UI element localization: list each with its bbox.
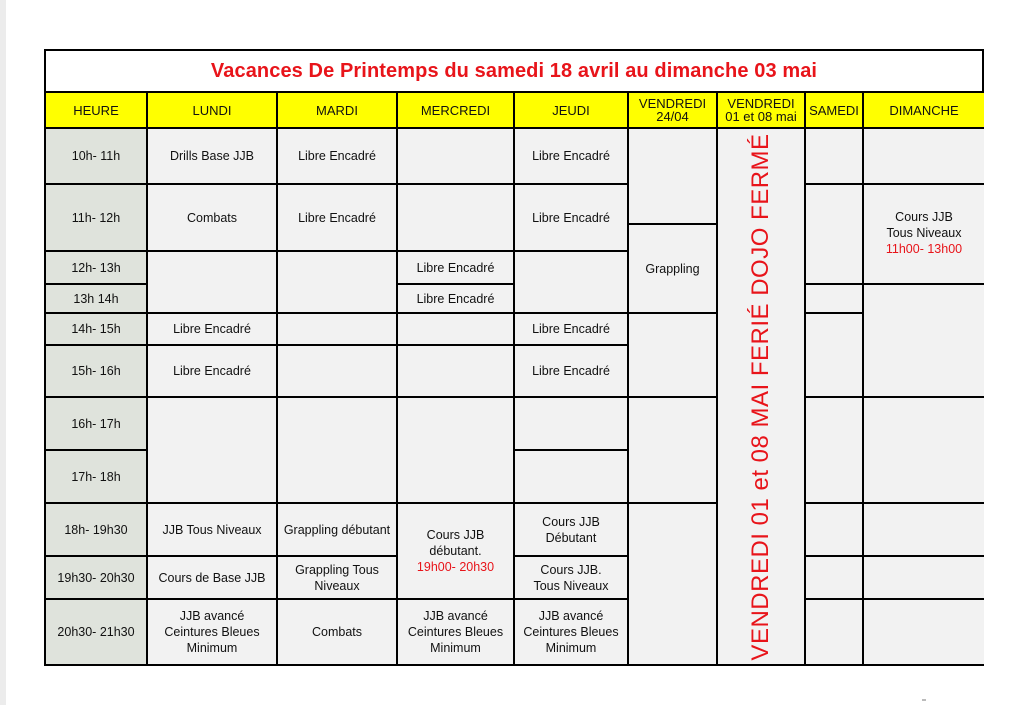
samedi-18h-cell: [806, 504, 864, 557]
corner-mark: [922, 699, 926, 701]
lundi-15h-cell: Libre Encadré: [148, 346, 278, 398]
time-cell: 18h- 19h30: [46, 504, 148, 557]
jeudi-12h-cell: [515, 252, 629, 314]
mercredi-11h-cell: [398, 185, 515, 252]
jeudi-2030-cell: [515, 600, 629, 664]
jeudi-10h-cell: Libre Encadré: [515, 129, 629, 185]
lundi-10h-cell: Drills Base JJB: [148, 129, 278, 185]
lundi-18h-cell: JJB Tous Niveaux: [148, 504, 278, 557]
dimanche-16h-cell: [864, 398, 984, 504]
header-vendredi2-line1: VENDREDI: [727, 96, 795, 111]
time-cell: 11h- 12h: [46, 185, 148, 252]
time-cell: 15h- 16h: [46, 346, 148, 398]
mardi-14h-cell: [278, 314, 398, 346]
mercredi-14h-cell: [398, 314, 515, 346]
jeudi-1930-cell: [515, 557, 629, 600]
jeudi-11h-cell: Libre Encadré: [515, 185, 629, 252]
header-vendredi-01-08: [718, 93, 806, 129]
lundi-2030-cell: [148, 600, 278, 664]
dimanche-18h-cell: [864, 504, 984, 557]
samedi-10h-cell: [806, 129, 864, 185]
mercredi-18h-cell: [398, 504, 515, 600]
time-cell: 16h- 17h: [46, 398, 148, 451]
time-cell: 19h30- 20h30: [46, 557, 148, 600]
cell-line: Cours JJB.: [540, 562, 602, 577]
cell-line: Minimum: [186, 641, 238, 655]
left-edge-strip: [0, 0, 6, 705]
dimanche-13h-cell: [864, 285, 984, 398]
jeudi-14h-cell: Libre Encadré: [515, 314, 629, 346]
vendredi-14h-cell: [629, 314, 718, 398]
header-mercredi: MERCREDI: [398, 93, 515, 129]
vendredi-ferie-closed-cell: [718, 129, 806, 664]
cell-line: débutant.: [429, 544, 482, 558]
mardi-12h-cell: [278, 252, 398, 314]
cell-line: Niveaux: [314, 578, 360, 593]
dojo-closed-notice: VENDREDI 01 et 08 MAI FERIÉ DOJO FERMÉ: [747, 132, 774, 661]
vendredi-10h-cell: [629, 129, 718, 225]
cell-line: Ceintures Bleues: [407, 625, 504, 639]
header-dimanche: DIMANCHE: [864, 93, 984, 129]
schedule-table: [44, 49, 984, 666]
lundi-12h-cell: [148, 252, 278, 314]
samedi-16h-cell: [806, 398, 864, 504]
mardi-18h-cell: Grappling débutant: [278, 504, 398, 557]
vendredi-12h-cell: Grappling: [629, 225, 718, 314]
mercredi-16h-cell: [398, 398, 515, 504]
header-heure: HEURE: [46, 93, 148, 129]
header-vendredi-24-04: [629, 93, 718, 129]
cell-line: JJB avancé: [179, 609, 245, 623]
time-cell: 10h- 11h: [46, 129, 148, 185]
header-vendredi-line1: VENDREDI: [638, 96, 707, 111]
lundi-1930-cell: Cours de Base JJB: [148, 557, 278, 600]
dimanche-10h-cell: [864, 129, 984, 185]
samedi-13h-cell: [806, 285, 864, 314]
vendredi-18h-cell: [629, 504, 718, 664]
mardi-2030-cell: Combats: [278, 600, 398, 664]
cell-line: Minimum: [545, 641, 597, 655]
jeudi-16h-cell: [515, 398, 629, 451]
jeudi-15h-cell: Libre Encadré: [515, 346, 629, 398]
schedule-title: Vacances De Printemps du samedi 18 avril au dimanche 03 mai: [46, 51, 982, 93]
header-lundi: LUNDI: [148, 93, 278, 129]
cell-line: Cours JJB: [895, 210, 953, 224]
samedi-14h-cell: [806, 314, 864, 398]
cell-line: Cours JJB: [542, 514, 600, 529]
mercredi-12h-cell: Libre Encadré: [398, 252, 515, 285]
mercredi-13h-cell: Libre Encadré: [398, 285, 515, 314]
cell-line: Tous Niveaux: [533, 578, 609, 593]
mardi-10h-cell: Libre Encadré: [278, 129, 398, 185]
header-vendredi-line2: 24/04: [656, 109, 689, 124]
dimanche-2030-cell: [864, 600, 984, 664]
cell-time-red: 11h00- 13h00: [885, 242, 963, 256]
cell-line: Grappling Tous: [295, 562, 379, 577]
time-cell: 13h 14h: [46, 285, 148, 314]
mercredi-2030-cell: [398, 600, 515, 664]
mercredi-15h-cell: [398, 346, 515, 398]
mardi-16h-cell: [278, 398, 398, 504]
samedi-2030-cell: [806, 600, 864, 664]
cell-line: Ceintures Bleues: [164, 625, 260, 639]
jeudi-17h-cell: [515, 451, 629, 504]
time-cell: 12h- 13h: [46, 252, 148, 285]
mardi-1930-cell: [278, 557, 398, 600]
header-mardi: MARDI: [278, 93, 398, 129]
lundi-11h-cell: Combats: [148, 185, 278, 252]
mardi-11h-cell: Libre Encadré: [278, 185, 398, 252]
lundi-16h-cell: [148, 398, 278, 504]
cell-line: Débutant: [545, 530, 597, 545]
samedi-1930-cell: [806, 557, 864, 600]
dimanche-1930-cell: [864, 557, 984, 600]
jeudi-18h-cell: [515, 504, 629, 557]
cell-line: Tous Niveaux: [886, 226, 962, 240]
header-samedi: SAMEDI: [806, 93, 864, 129]
cell-line: Minimum: [430, 641, 481, 655]
cell-line: Ceintures Bleues: [523, 625, 619, 639]
cell-line: JJB avancé: [423, 609, 488, 623]
time-cell: 14h- 15h: [46, 314, 148, 346]
header-jeudi: JEUDI: [515, 93, 629, 129]
samedi-11h-cell: [806, 185, 864, 285]
cell-line: JJB avancé: [538, 609, 604, 623]
time-cell: 20h30- 21h30: [46, 600, 148, 664]
dimanche-11h-cell: [864, 185, 984, 285]
time-cell: 17h- 18h: [46, 451, 148, 504]
header-vendredi2-line2: 01 et 08 mai: [725, 109, 797, 124]
mercredi-10h-cell: [398, 129, 515, 185]
lundi-14h-cell: Libre Encadré: [148, 314, 278, 346]
vendredi-16h-cell: [629, 398, 718, 504]
mardi-15h-cell: [278, 346, 398, 398]
cell-time-red: 19h00- 20h30: [416, 560, 495, 574]
cell-line: Cours JJB: [426, 528, 485, 542]
